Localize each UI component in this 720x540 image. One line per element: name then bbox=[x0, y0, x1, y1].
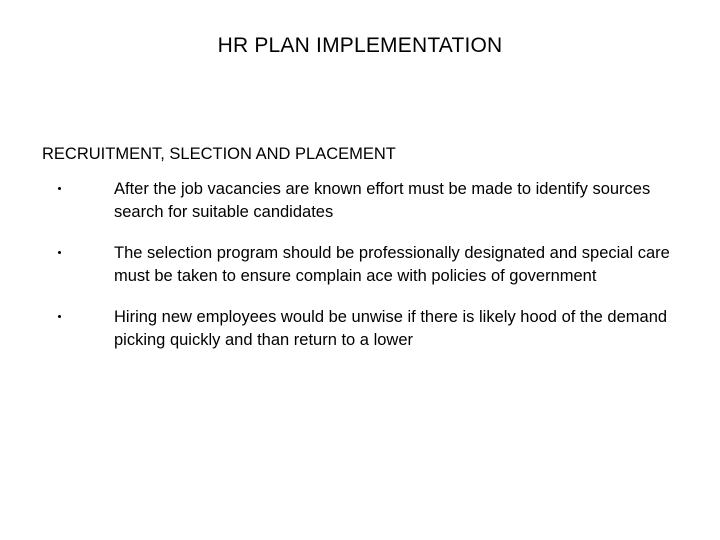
bullet-dot-icon bbox=[58, 315, 61, 318]
bullet-item bbox=[0, 178, 720, 224]
bullet-item bbox=[0, 306, 720, 352]
bullet-item bbox=[0, 242, 720, 288]
bullet-dot-icon bbox=[58, 187, 61, 190]
bullet-list bbox=[0, 178, 720, 370]
section-heading: RECRUITMENT, SLECTION AND PLACEMENT bbox=[42, 145, 396, 163]
bullet-dot-icon bbox=[58, 251, 61, 254]
bullet-text: Hiring new employees would be unwise if there is likely hood of the demand picking quickly and than return to a lower bbox=[114, 308, 668, 349]
slide-title: HR PLAN IMPLEMENTATION bbox=[217, 34, 503, 57]
bullet-text: After the job vacancies are known effort must be made to identify sources search for suitable candidates bbox=[114, 180, 651, 221]
bullet-text: The selection program should be professionally designated and special care must be taken to ensure complain ace with policies of government bbox=[114, 244, 670, 285]
